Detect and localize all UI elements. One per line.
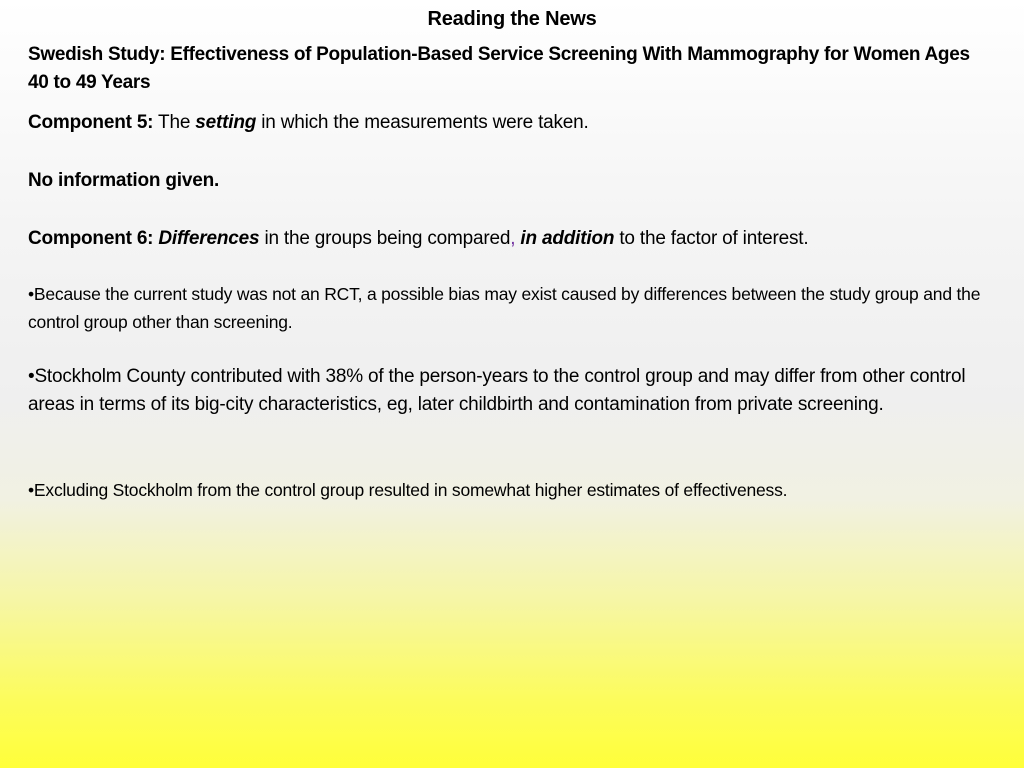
component-6-text-middle: in the groups being compared (259, 228, 511, 249)
study-subtitle: Swedish Study: Effectiveness of Population-Based Service Screening With Mammography for Women Ages 40 to 49 Years (28, 44, 970, 93)
component-5-text-after: in which the measurements were taken. (256, 112, 589, 133)
bullet-excluding-stockholm: •Excluding Stockholm from the control group resulted in somewhat higher estimates of effectiveness. (28, 480, 788, 500)
slide-title: Reading the News (427, 8, 597, 30)
component-5-text-before: The (153, 112, 196, 133)
bullet-rct-bias: •Because the current study was not an RCT, a possible bias may exist caused by differences between the study group and the control group other than screening. (28, 284, 981, 332)
no-information-line: No information given. (28, 170, 220, 191)
component-6-emphasis-in-addition: in addition (520, 228, 615, 249)
component-6-line (28, 225, 1003, 253)
bullet-stockholm-county: •Stockholm County contributed with 38% of the person-years to the control group and may differ from other control areas in terms of its big-city characteristics, eg, later childbirth and contamination from private screening. (28, 366, 966, 415)
component-5-emphasis: setting (195, 112, 257, 133)
component-5-label: Component 5: (28, 112, 154, 133)
component-5-line (28, 109, 1003, 137)
component-6-label: Component 6: (28, 228, 154, 249)
component-6-comma: , (510, 228, 516, 249)
component-6-emphasis-differences: Differences (158, 228, 260, 249)
component-6-text-after: to the factor of interest. (614, 228, 809, 249)
